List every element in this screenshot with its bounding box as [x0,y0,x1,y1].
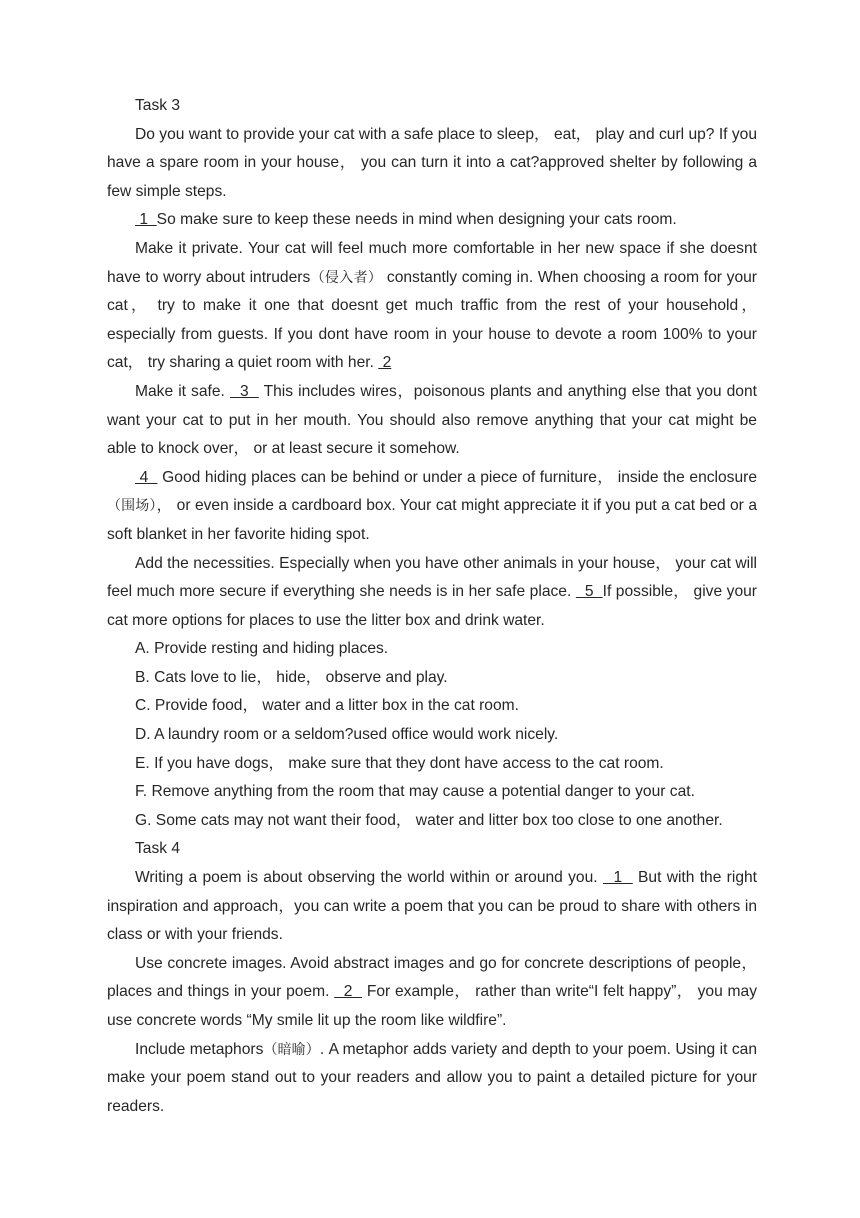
option-a: A. Provide resting and hiding places. [135,640,389,658]
blank-4-2: 2 [334,983,363,1001]
task4-paragraph-1 [107,864,757,950]
option-f: F. Remove anything from the room that may cause a potential danger to your cat. [135,783,695,801]
task3-paragraph-5 [107,464,757,550]
option-d: D. A laundry room or a seldom?used office would work nicely. [135,726,559,744]
blank-3-3: 3 [229,382,259,400]
task4-title: Task 4 [135,840,181,858]
blank-3-1: 1 [135,211,157,229]
task3-title: Task 3 [135,97,181,114]
task3-paragraph-5-text-a: Good hiding places can be behind or under a piece of furniture， inside the enclosure [157,468,758,486]
task3-paragraph-5-text-b: ， or even inside a cardboard box. Your cat might appreciate it if you put a cat bed or a soft blanket in her favorite hiding spot. [107,497,758,543]
option-b: B. Cats love to lie， hide， observe and play. [135,668,448,686]
task3-paragraph-6 [107,550,757,636]
task4-paragraph-1-text-a: Writing a poem is about observing the world within or around you. [135,869,603,887]
task3-paragraph-2-text: So make sure to keep these needs in mind when designing your cats room. [156,211,677,229]
blank-3-5: 5 [575,583,603,601]
task3-paragraph-1: Do you want to provide your cat with a safe place to sleep， eat， play and curl up? If you have a spare room in your house， you can turn it into a cat?approved shelter by following a few simple steps. [107,125,757,200]
blank-3-2: 2 [378,354,392,372]
task4-paragraph-3-text-a: Include metaphors [135,1040,264,1058]
task3-paragraph-6-text-b: If possible， give your cat more options for places to use the litter box and drink water. [107,583,757,629]
option-c: C. Provide food， water and a litter box in the cat room. [135,697,519,715]
task3-paragraph-3 [107,235,757,378]
task3-paragraph-3-text-a: Make it private. Your cat will feel much more comfortable in her new space if she doesnt have to worry about intruders [107,239,757,286]
blank-3-4: 4 [135,468,158,486]
option-g: G. Some cats may not want their food， water and litter box too close to one another. [135,811,723,829]
task4-paragraph-3-text-b: . A metaphor adds variety and depth to your poem. Using it can make your poem stand out to your readers and allow you to paint a detailed picture for your readers. [107,1040,757,1115]
task4-paragraph-2-text-a: Use concrete images. Avoid abstract images and go for concrete descriptions of people， places and things in your poem. [107,954,757,1001]
document-page [107,92,757,1121]
task4-paragraph-1-text-b: But with the right inspiration and approach，you can write a poem that you can be proud to share with others in class or with your friends. [107,869,757,944]
gloss-metaphors: （暗喻） [263,1041,320,1058]
task4-paragraph-2 [107,950,757,1036]
task3-paragraph-4-text-b: This includes wires，poisonous plants and anything else that you dont want your cat to put in her mouth. You should also remove anything that your cat might be able to knock over， or at least secure it somehow. [107,382,757,458]
task3-paragraph-4 [107,378,757,464]
blank-4-1: 1 [602,869,633,887]
task4-paragraph-2-text-b: For example， rather than write“I felt happy”， you may use concrete words “My smile lit up the room like wildfire”. [107,983,757,1029]
gloss-enclosure: （围场） [107,498,157,515]
task3-paragraph-6-text-a: Add the necessities. Especially when you have other animals in your house， your cat will feel much more secure if everything she needs is in her safe place. [107,554,757,601]
task3-paragraph-3-text-b: constantly coming in. When choosing a room for your cat， try to make it one that doesnt get much traffic from the rest of your household， especially from guests. If you dont have room in your house to devote a room 100% to your cat， try sharing a quiet room with her. [107,268,757,372]
gloss-intruders: （侵入者） [310,269,383,286]
task3-paragraph-4-text-a: Make it safe. [135,382,230,400]
task3-paragraph-2 [107,206,757,235]
task4-paragraph-3 [107,1036,757,1122]
option-e: E. If you have dogs， make sure that they dont have access to the cat room. [135,754,664,772]
